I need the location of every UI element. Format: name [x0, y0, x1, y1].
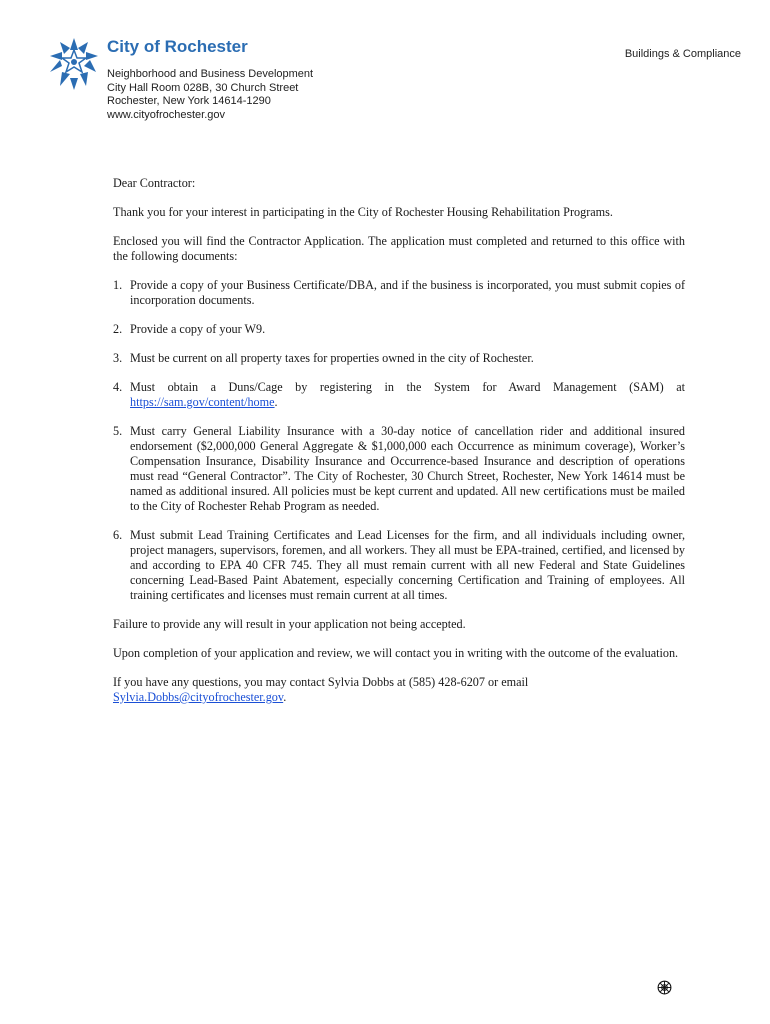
enclosed-paragraph: Enclosed you will find the Contractor Application. The application must completed and returned to this office with the following documents:: [113, 234, 685, 263]
item-text: Provide a copy of your W9.: [130, 322, 266, 336]
item-text: Must be current on all property taxes for properties owned in the city of Rochester.: [130, 351, 534, 365]
sam-link[interactable]: https://sam.gov/content/home: [130, 395, 275, 409]
requirements-list: [113, 278, 685, 603]
website-link[interactable]: www.cityofrochester.gov: [107, 108, 225, 121]
letter-body: [113, 176, 685, 719]
city-logo-icon: [48, 36, 100, 92]
item-number: 2.: [113, 322, 123, 336]
item-number: 4.: [113, 380, 123, 394]
list-item: [113, 351, 685, 366]
list-item: [113, 424, 685, 514]
completion-paragraph: Upon completion of your application and review, we will contact you in writing with the outcome of the evaluation.: [113, 646, 679, 660]
intro-paragraph: Thank you for your interest in participating in the City of Rochester Housing Rehabilitation Programs.: [113, 205, 613, 219]
address-line: Neighborhood and Business Development: [107, 68, 314, 80]
questions-paragraph: [113, 675, 685, 705]
department-label: Buildings & Compliance: [624, 48, 741, 60]
failure-paragraph: Failure to provide any will result in your application not being accepted.: [113, 617, 466, 631]
item-number: 5.: [113, 424, 123, 438]
address-block: [107, 68, 313, 122]
list-item: [113, 528, 685, 603]
list-item: [113, 322, 685, 337]
email-end: .: [283, 690, 287, 704]
questions-text: If you have any questions, you may contact Sylvia Dobbs at (585) 428-6207 or email: [113, 675, 529, 689]
address-line: City Hall Room 028B, 30 Church Street: [107, 81, 299, 94]
item-number: 3.: [113, 351, 123, 365]
list-item: [113, 380, 685, 410]
item-text: Must obtain a Duns/Cage by registering in the System for Award Management (SAM) at: [130, 380, 685, 394]
list-item: [113, 278, 685, 308]
address-line: Rochester, New York 14614-1290: [107, 95, 271, 107]
salutation: Dear Contractor:: [113, 176, 196, 190]
item-text: Provide a copy of your Business Certificate/DBA, and if the business is incorporated, you must submit copies of incorporation documents.: [130, 278, 685, 307]
org-name: City of Rochester: [107, 37, 248, 56]
item-number: 1.: [113, 278, 123, 292]
item-text: Must carry General Liability Insurance with a 30-day notice of cancellation rider and additional insured endorsement ($2,000,000 General Aggregate & $1,000,000 each Occurrence as minimum coverage), Worker’s Compensation Insurance, Disability Insurance and Occurrence-based Insurance and description of operations must read “General Contractor”. The City of Rochester, 30 Church Street, Rochester, New York 14614 must be named as additional insured. All policies must be kept current and updated. All new certifications must be mailed to the City of Rochester Rehab Program as needed.: [130, 424, 685, 513]
email-link[interactable]: Sylvia.Dobbs@cityofrochester.gov: [113, 690, 284, 704]
item-text-end: .: [274, 395, 278, 409]
item-number: 6.: [113, 528, 123, 542]
item-text: Must submit Lead Training Certificates and Lead Licenses for the firm, and all individuals including owner, project managers, supervisors, foremen, and all workers. They all must be EPA-trained, certified, and licensed by and according to EPA 40 CFR 745. They all must remain current with all new Federal and State Guidelines concerning Lead-Based Paint Abatement, especially concerning Certification and Training of employees. All training certificates and licenses must remain current at all times.: [130, 528, 685, 602]
accessibility-wheel-icon: [657, 980, 672, 995]
